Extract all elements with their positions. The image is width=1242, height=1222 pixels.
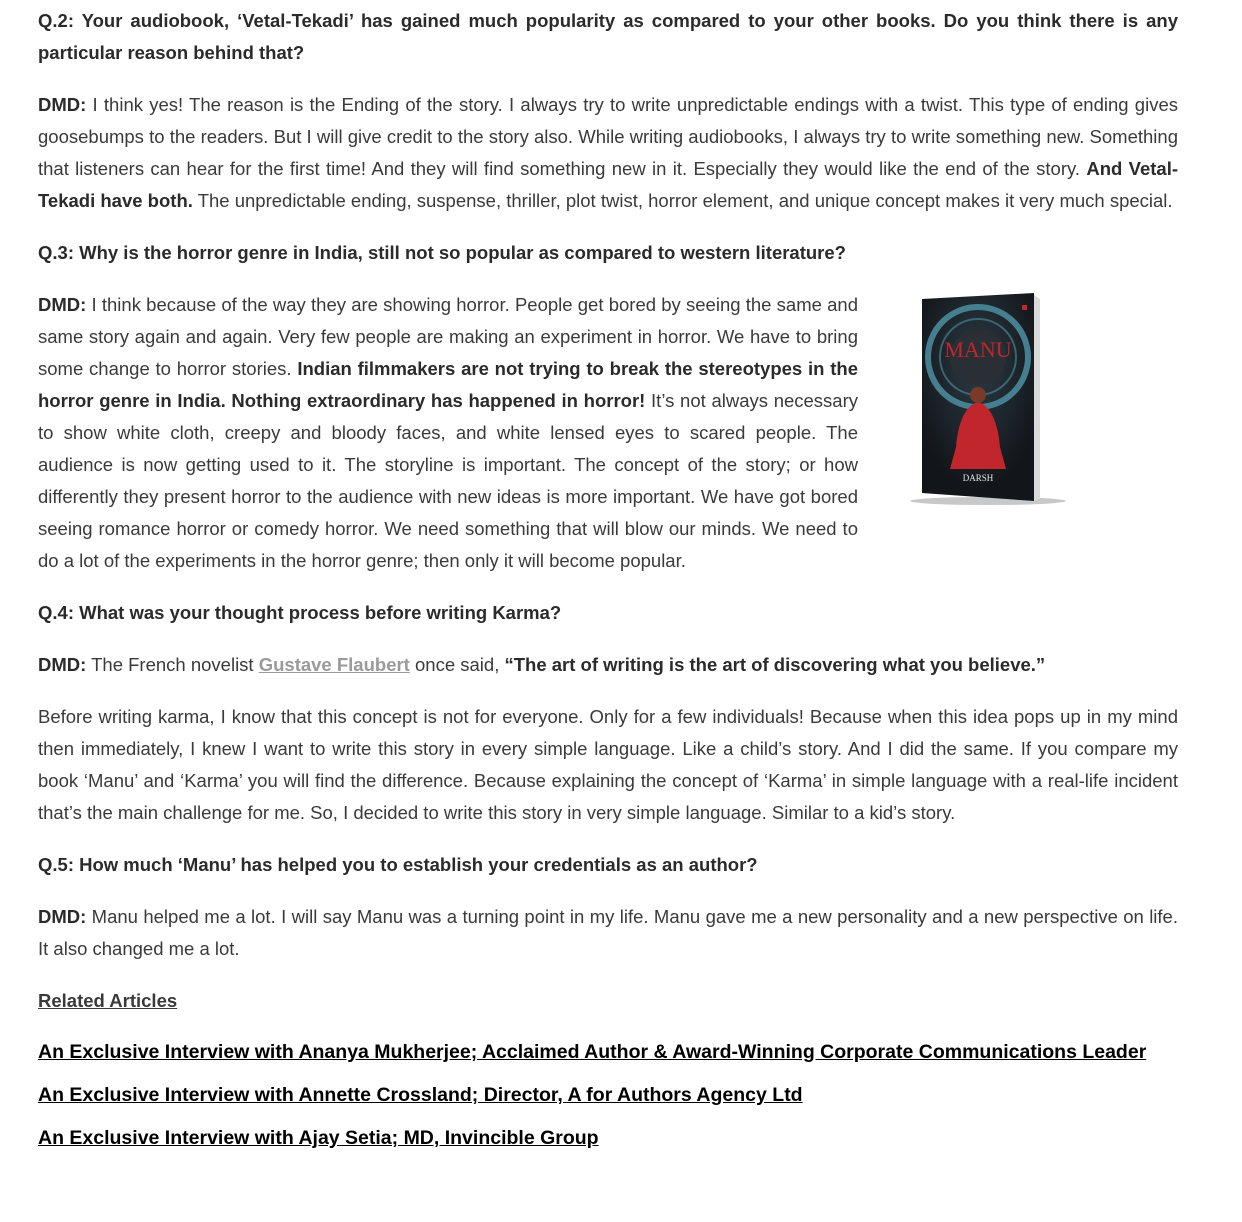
answer-bold-text: And Vetal-Tekadi have both. [38,158,1178,211]
quote-text: “The art of writing is the art of discovering what you believe.” [504,654,1046,675]
answer-4-paragraph-2: Before writing karma, I know that this concept is not for everyone. Only for a few individuals! Because when this idea pops up in my mind then immediately, I knew I want to write this story in every simple language. Like a child’s story. And I did the same. If you compare my book ‘Manu’ and ‘Karma’ you will find the difference. Because explaining the concept of ‘Karma’ in simple language with a real-life incident that’s the main challenge for me. So, I decided to write this story in very simple language. Similar to a kid’s story. [38,706,1178,823]
question-4: Q.4: What was your thought process before writing Karma? [38,602,562,623]
answer-text: The unpredictable ending, suspense, thriller, plot twist, horror element, and unique concept makes it very much special. [192,190,1173,211]
book-shadow [910,497,1066,505]
book-cover-svg [906,287,1066,512]
book-pages [1034,295,1040,501]
speaker-label: DMD: [38,94,87,115]
answer-4 [38,649,1178,681]
answer-5 [38,901,1178,965]
question-2: Q.2: Your audiobook, ‘Vetal-Tekadi’ has gained much popularity as compared to your other books. Do you think there is any particular reason behind that? [38,10,1178,63]
related-articles-heading: Related Articles [38,990,178,1011]
question-5: Q.5: How much ‘Manu’ has helped you to establish your credentials as an author? [38,854,758,875]
answer-text: I think because of the way they are showing horror. People get bored by seeing the same and same story again and again. Very few people are making an experiment in horror. We have to bring some change to horror stories. [38,294,858,379]
answer-text: I think yes! The reason is the Ending of the story. I always try to write unpredictable endings with a twist. This type of ending gives goosebumps to the readers. But I will give credit to the story also. While writing audiobooks, I always try to write something new. Something that listeners can hear for the first time! And they will find something new in it. Especially they would like the end of the story. [38,94,1178,179]
book-cover-image[interactable] [878,287,1178,527]
related-article-item [38,1117,1178,1160]
answer-2 [38,89,1178,217]
cover-author: DARSH [962,473,994,483]
answer-3-block [38,289,1178,577]
related-article-item [38,1031,1178,1074]
related-articles-list [38,1031,1178,1160]
answer-text: It’s not always necessary to show white cloth, creepy and bloody faces, and white lensed eyes to scared people. The audience is now getting used to it. The storyline is important. The concept of the story; or how differently they present horror to the audience with new ideas is more important. We have got bored seeing romance horror or comedy horror. We need something that will blow our minds. We need to do a lot of the experiments in the horror genre; then only it will become popular. [38,390,859,571]
publisher-mark-icon [1022,305,1027,310]
flaubert-link[interactable]: Gustave Flaubert [258,654,410,675]
article-body [38,0,1178,1160]
speaker-label: DMD: [38,906,87,927]
related-article-link[interactable]: An Exclusive Interview with Ajay Setia; MD, Invincible Group [38,1127,599,1149]
speaker-label: DMD: [38,294,87,315]
answer-text: once said, [409,654,505,675]
cover-title: MANU [944,337,1012,362]
related-article-link[interactable]: An Exclusive Interview with Ananya Mukherjee; Acclaimed Author & Award-Winning Corporate Communications Leader [38,1041,1147,1063]
answer-text: Manu helped me a lot. I will say Manu was a turning point in my life. Manu gave me a new personality and a new perspective on life. It also changed me a lot. [38,906,1178,959]
answer-text: The French novelist [86,654,259,675]
related-article-link[interactable]: An Exclusive Interview with Annette Crossland; Director, A for Authors Agency Ltd [38,1084,803,1106]
speaker-label: DMD: [38,654,87,675]
answer-bold-text: Indian filmmakers are not trying to break the stereotypes in the horror genre in India. Nothing extraordinary has happened in horror! [38,358,858,411]
cover-figure-head [970,387,986,403]
question-3: Q.3: Why is the horror genre in India, still not so popular as compared to western literature? [38,242,846,263]
related-article-item [38,1074,1178,1117]
